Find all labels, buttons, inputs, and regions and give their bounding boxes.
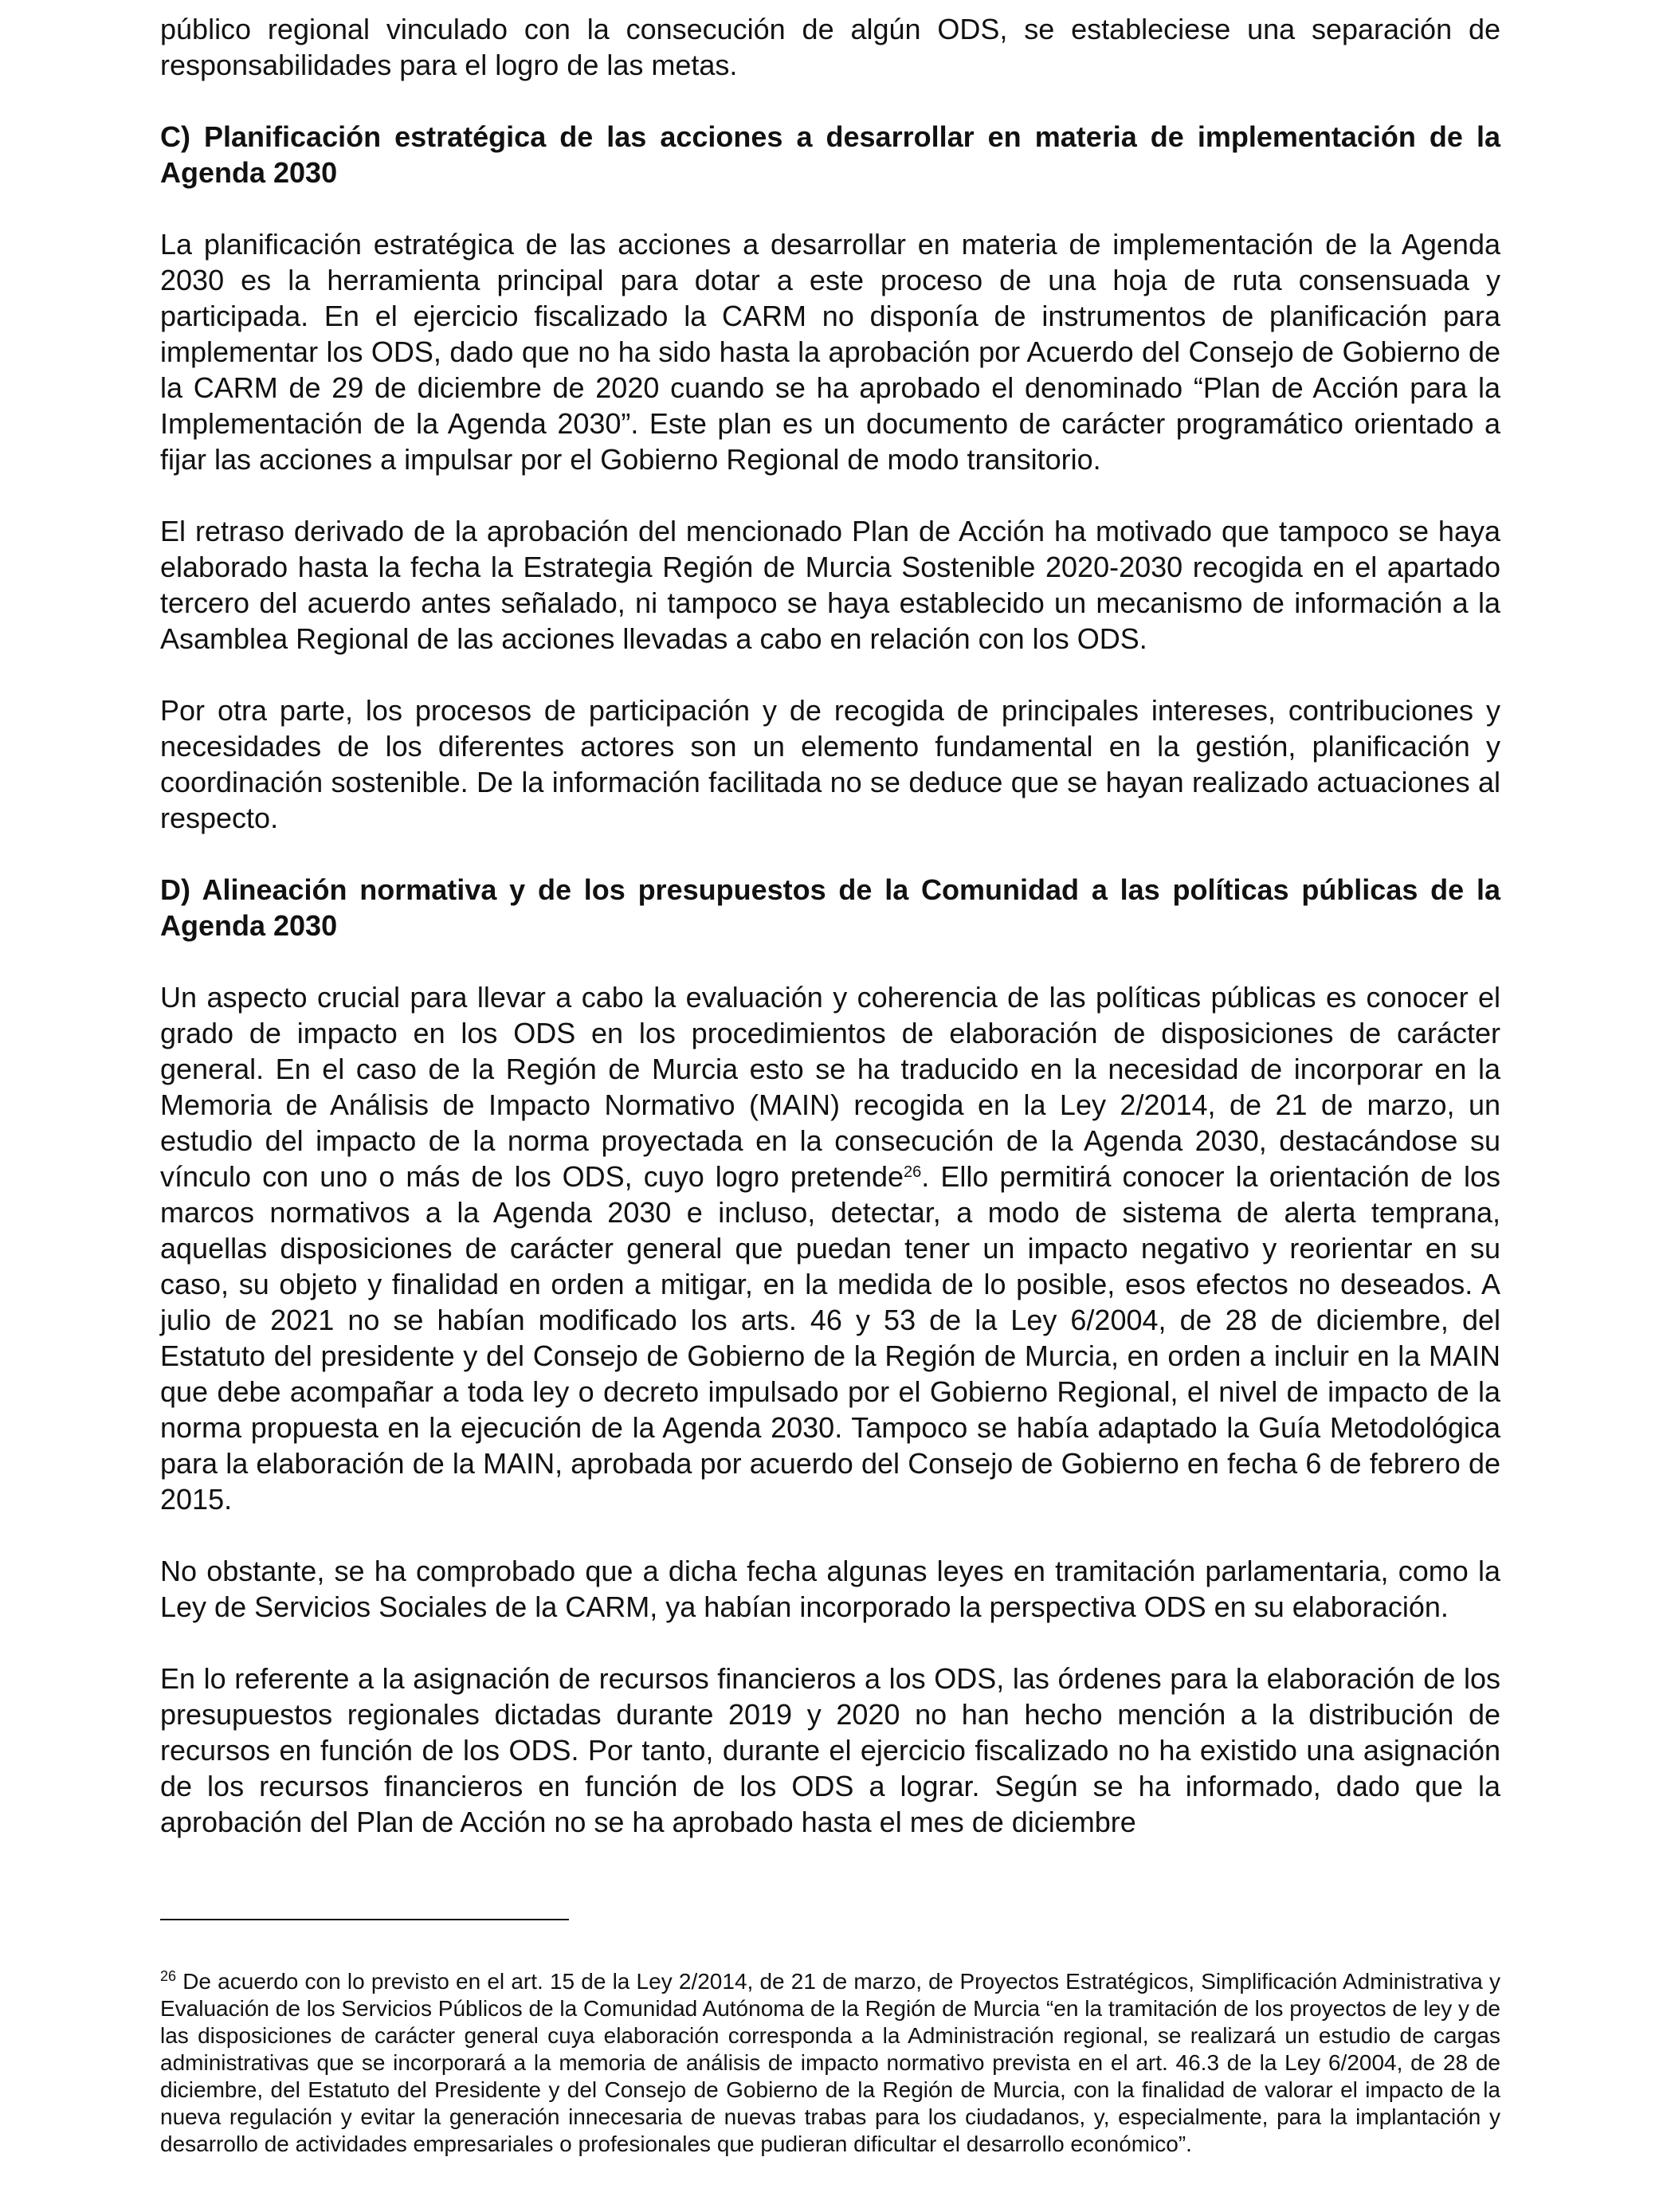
paragraph-alineacion-part1: Un aspecto crucial para llevar a cabo la evaluación y coherencia de las políticas públicas es conocer el grado de impacto en los ODS en los procedimientos de elaboración de disposiciones de carácter general. En el caso de la Región de Murcia esto se ha traducido en la necesidad de incorporar en la Memoria de Análisis de Impacto Normativo (MAIN) recogida en la Ley 2/2014, de 21 de marzo, un estudio del impacto de la norma proyectada en la consecución de la Agenda 2030, destacándose su vínculo con uno o más de los ODS, cuyo logro pretende: [160, 981, 1500, 1193]
paragraph-no-obstante: No obstante, se ha comprobado que a dicha fecha algunas leyes en tramitación parlamentaria, como la Ley de Servicios Sociales de la CARM, ya habían incorporado la perspectiva ODS en su elaboración.: [160, 1555, 1500, 1623]
section-heading-c: C) Planificación estratégica de las acciones a desarrollar en materia de implementación de la Agenda 2030: [160, 120, 1500, 189]
footnote-number: 26: [160, 1968, 177, 1984]
paragraph-recursos: En lo referente a la asignación de recursos financieros a los ODS, las órdenes para la elaboración de los presupuestos regionales dictadas durante 2019 y 2020 no han hecho mención a la distribución de recursos en función de los ODS. Por tanto, durante el ejercicio fiscalizado no ha existido una asignación de los recursos financieros en función de los ODS a lograr. Según se ha informado, dado que la aprobación del Plan de Acción no se ha aprobado hasta el mes de diciembre: [160, 1662, 1500, 1838]
paragraph-alineacion-part2: . Ello permitirá conocer la orientación de los marcos normativos a la Agenda 2030 e incluso, detectar, a modo de sistema de alerta temprana, aquellas disposiciones de carácter general que puedan tener un impacto negativo y reorientar en su caso, su objeto y finalidad en orden a mitigar, en la medida de lo posible, esos efectos no deseados. A julio de 2021 no se habían modificado los arts. 46 y 53 de la Ley 6/2004, de 28 de diciembre, del Estatuto del presidente y del Consejo de Gobierno de la Región de Murcia, en orden a incluir en la MAIN que debe acompañar a toda ley o decreto impulsado por el Gobierno Regional, el nivel de impacto de la norma propuesta en la ejecución de la Agenda 2030. Tampoco se había adaptado la Guía Metodológica para la elaboración de la MAIN, aprobada por acuerdo del Consejo de Gobierno en fecha 6 de febrero de 2015.: [160, 1160, 1501, 1516]
paragraph-alineacion: [160, 979, 1500, 1517]
paragraph-planificacion: La planificación estratégica de las acciones a desarrollar en materia de implementación de la Agenda 2030 es la herramienta principal para dotar a este proceso de una hoja de ruta consensuada y participada. En el ejercicio fiscalizado la CARM no disponía de instrumentos de planificación para implementar los ODS, dado que no ha sido hasta la aprobación por Acuerdo del Consejo de Gobierno de la CARM de 29 de diciembre de 2020 cuando se ha aprobado el denominado “Plan de Acción para la Implementación de la Agenda 2030”. Este plan es un documento de carácter programático orientado a fijar las acciones a impulsar por el Gobierno Regional de modo transitorio.: [160, 228, 1500, 476]
paragraph-retraso: El retraso derivado de la aprobación del mencionado Plan de Acción ha motivado que tampoco se haya elaborado hasta la fecha la Estrategia Región de Murcia Sostenible 2020-2030 recogida en el apartado tercero del acuerdo antes señalado, ni tampoco se haya establecido un mecanismo de información a la Asamblea Regional de las acciones llevadas a cabo en relación con los ODS.: [160, 515, 1500, 655]
footnote: [160, 1968, 1500, 2158]
paragraph-intro: público regional vinculado con la consecución de algún ODS, se estableciese una separación de responsabilidades para el logro de las metas.: [160, 13, 1500, 81]
section-heading-d: D) Alineación normativa y de los presupuestos de la Comunidad a las políticas públicas de la Agenda 2030: [160, 873, 1500, 942]
footnote-reference[interactable]: 26: [904, 1163, 922, 1181]
paragraph-participacion: Por otra parte, los procesos de participación y de recogida de principales intereses, contribuciones y necesidades de los diferentes actores son un elemento fundamental en la gestión, planificación y coordinación sostenible. De la información facilitada no se deduce que se hayan realizado actuaciones al respecto.: [160, 694, 1500, 834]
footnote-text: De acuerdo con lo previsto en el art. 15 de la Ley 2/2014, de 21 de marzo, de Proyectos Estratégicos, Simplificación Administrativa y Evaluación de los Servicios Públicos de la Comunidad Autónoma de la Región de Murcia “en la tramitación de los proyectos de ley y de las disposiciones de carácter general cuya elaboración corresponda a la Administración regional, se realizará un estudio de cargas administrativas que se incorporará a la memoria de análisis de impacto normativo prevista en el art. 46.3 de la Ley 6/2004, de 28 de diciembre, del Estatuto del Presidente y del Consejo de Gobierno de la Región de Murcia, con la finalidad de valorar el impacto de la nueva regulación y evitar la generación innecesaria de nuevas trabas para los ciudadanos, y, especialmente, para la implantación y desarrollo de actividades empresariales o profesionales que pudieran dificultar el desarrollo económico”.: [160, 1969, 1500, 2156]
document-body: [160, 11, 1500, 1840]
footnote-separator: [160, 1919, 569, 1920]
